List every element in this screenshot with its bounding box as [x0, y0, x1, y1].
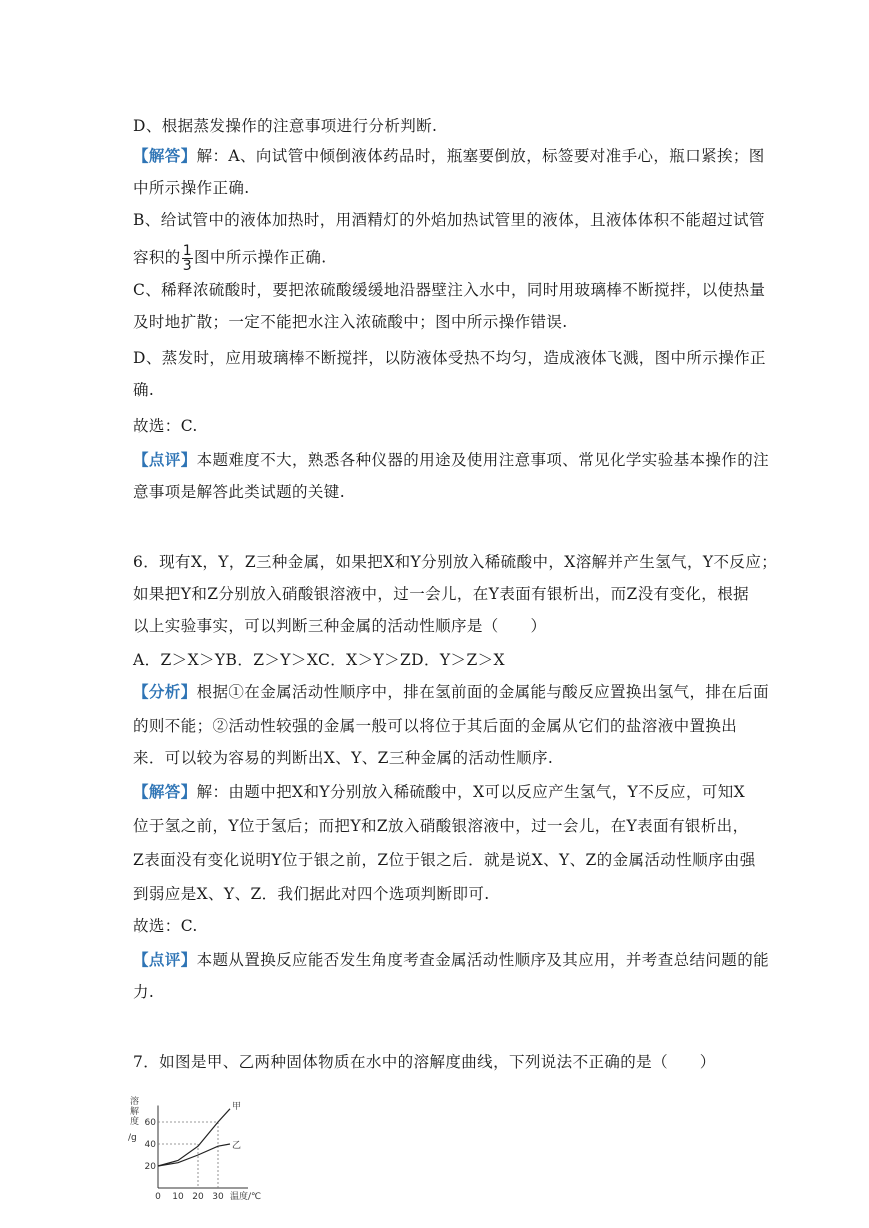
guide-line [158, 1122, 218, 1188]
text-line [133, 950, 769, 970]
y-tick-label: 20 [144, 1162, 156, 1172]
line-text: 解：由题中把X和Y分别放入稀硫酸中，X可以反应产生氢气，Y不反应，可知X [196, 783, 746, 801]
y-tick-label: 40 [144, 1140, 156, 1150]
section-tag: 【点评】 [133, 950, 197, 969]
text-line [133, 982, 154, 1002]
line-text: 如果把Y和Z分别放入硝酸银溶液中，过一会儿，在Y表面有银析出，而Z没有变化，根据 [133, 585, 750, 603]
text-line [133, 312, 568, 332]
section-tag: 【点评】 [133, 450, 197, 469]
line-text: D、蒸发时，应用玻璃棒不断搅拌，以防液体受热不均匀，造成液体飞溅，图中所示操作正 [133, 349, 766, 367]
y-axis-label: 解 [130, 1107, 140, 1117]
line-text: 本题从置换反应能否发生角度考查金属活动性顺序及其应用，并考查总结问题的能 [196, 951, 770, 969]
text-line [133, 116, 437, 136]
line-text: 的则不能；②活动性较强的金属一般可以将位于其后面的金属从它们的盐溶液中置换出 [133, 717, 738, 735]
x-tick-label: 10 [172, 1192, 184, 1202]
y-axis-label: 溶 [130, 1097, 140, 1107]
solubility-curve-chart [128, 1092, 263, 1202]
text-line [133, 1052, 716, 1072]
text-line [133, 416, 198, 436]
text-line [133, 584, 749, 604]
line-text: 以上实验事实，可以判断三种金属的活动性顺序是（ ） [133, 617, 547, 635]
line-text: 本题难度不大，熟悉各种仪器的用途及使用注意事项、常见化学实验基本操作的注 [196, 451, 770, 469]
text-line [133, 850, 756, 870]
line-text: C、稀释浓硫酸时，要把浓硫酸缓缓地沿器壁注入水中，同时用玻璃棒不断搅拌，以使热量 [133, 281, 766, 299]
line-text: 解：A、向试管中倾倒液体药品时，瓶塞要倒放，标签要对准手心，瓶口紧挨；图 [196, 147, 765, 165]
text-line [133, 716, 737, 736]
text-line [133, 380, 154, 400]
series-line-1 [158, 1109, 230, 1166]
text-line [133, 178, 250, 198]
text-line [133, 682, 769, 702]
text-line [133, 748, 553, 768]
series-label: 乙 [232, 1141, 242, 1151]
text-line [133, 552, 777, 572]
y-axis-unit: /g [128, 1133, 137, 1143]
text-line [133, 650, 505, 670]
section-tag: 【分析】 [133, 682, 197, 701]
y-axis-label: 度 [130, 1117, 140, 1127]
line-text: 6．现有X，Y，Z三种金属，如果把X和Y分别放入稀硫酸中，X溶解并产生氢气，Y不反应； [133, 553, 778, 571]
x-tick-label: 20 [192, 1192, 204, 1202]
text-line [133, 146, 765, 166]
text-line [133, 616, 546, 636]
line-text: 到弱应是X、Y、Z．我们据此对四个选项判断即可. [133, 885, 490, 903]
fraction-denominator: 3 [182, 258, 193, 274]
text-line [133, 280, 765, 300]
line-text: D、根据蒸发操作的注意事项进行分析判断. [133, 117, 438, 135]
x-tick-label: 0 [155, 1192, 161, 1202]
fraction [182, 244, 193, 273]
line-text: 意事项是解答此类试题的关键. [133, 483, 346, 501]
x-axis-label: 温度/℃ [230, 1192, 262, 1202]
line-text: 位于氢之前，Y位于氢后；而把Y和Z放入硝酸银溶液中，过一会儿，在Y表面有银析出， [133, 817, 749, 835]
line-text: 确. [133, 381, 155, 399]
line-text: 来．可以较为容易的判断出X、Y、Z三种金属的活动性顺序. [133, 749, 554, 767]
line-text: 及时地扩散；一定不能把水注入浓硫酸中；图中所示操作错误. [133, 313, 568, 331]
text-line [133, 210, 765, 230]
line-text: 故选：C. [133, 917, 198, 935]
text-line [133, 244, 327, 273]
text-line [133, 482, 345, 502]
line-text: 容积的 [133, 248, 181, 267]
line-text: A．Z＞X＞YB．Z＞Y＞XC．X＞Y＞ZD．Y＞Z＞X [133, 651, 505, 669]
series-label: 甲 [232, 1101, 242, 1112]
section-tag: 【解答】 [133, 782, 197, 801]
line-text: 图中所示操作正确. [194, 248, 327, 267]
text-line [133, 450, 769, 470]
x-tick-label: 30 [212, 1192, 224, 1202]
line-text: B、给试管中的液体加热时，用酒精灯的外焰加热试管里的液体，且液体体积不能超过试管 [133, 211, 765, 229]
line-text: Z表面没有变化说明Y位于银之前，Z位于银之后．就是说X、Y、Z的金属活动性顺序由强 [133, 851, 756, 869]
line-text: 根据①在金属活动性顺序中，排在氢前面的金属能与酸反应置换出氢气，排在后面 [196, 683, 770, 701]
line-text: 故选：C. [133, 417, 198, 435]
line-text: 力. [133, 983, 155, 1001]
y-tick-label: 60 [144, 1118, 156, 1128]
line-text: 7．如图是甲、乙两种固体物质在水中的溶解度曲线，下列说法不正确的是（ ） [133, 1053, 716, 1071]
text-line [133, 816, 748, 836]
text-line [133, 782, 745, 802]
text-line [133, 348, 766, 368]
fraction-numerator: 1 [182, 243, 193, 259]
text-line [133, 916, 198, 936]
text-line [133, 884, 490, 904]
section-tag: 【解答】 [133, 146, 197, 165]
line-text: 中所示操作正确. [133, 179, 250, 197]
